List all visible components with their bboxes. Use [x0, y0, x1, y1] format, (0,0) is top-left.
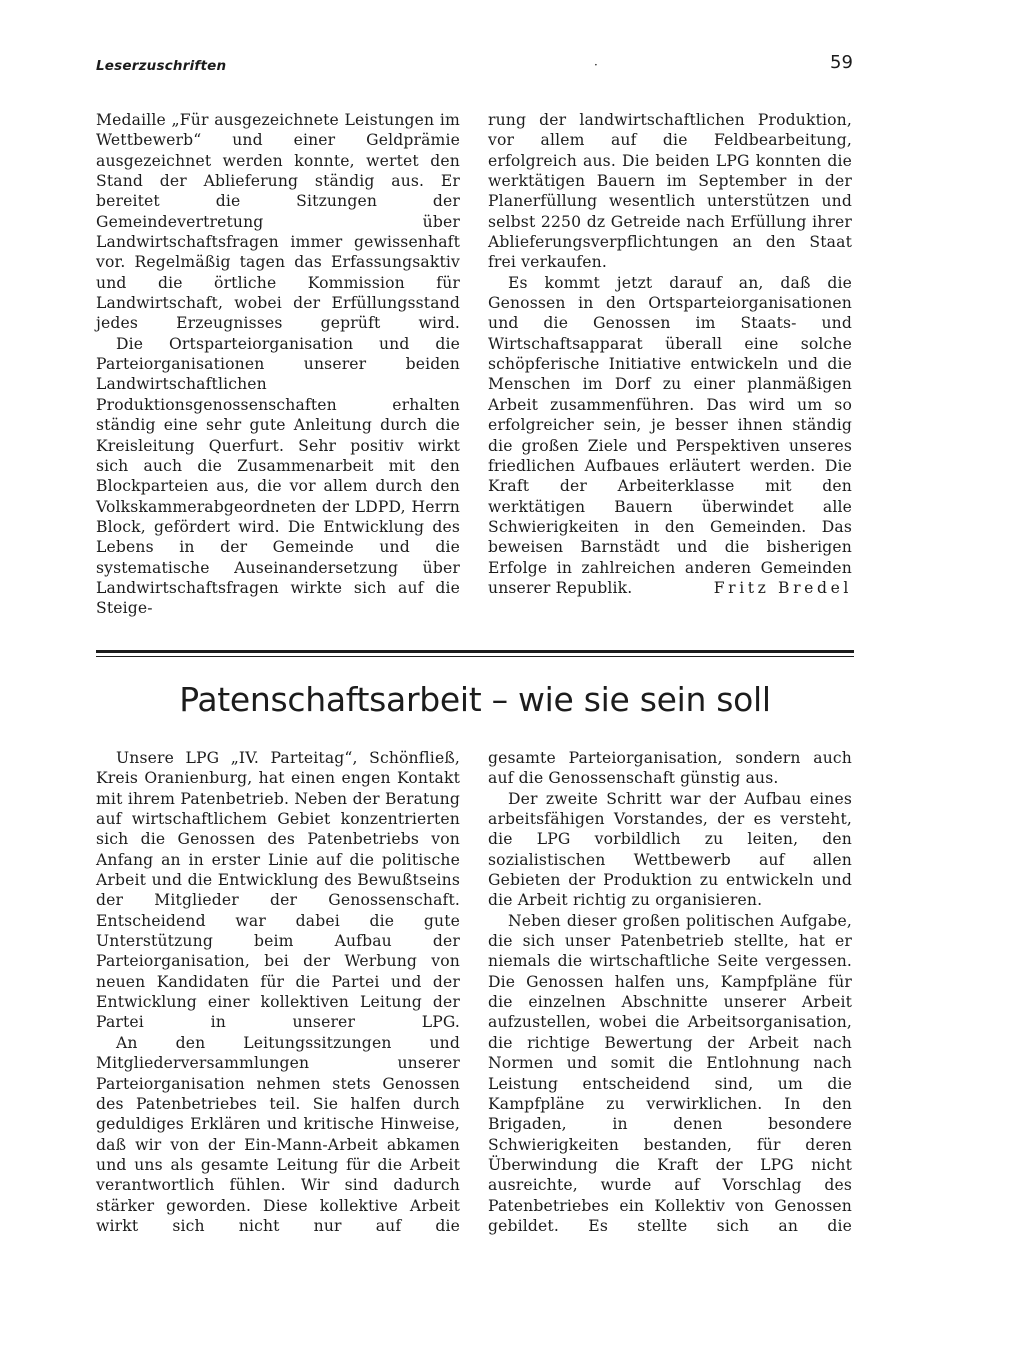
paragraph: Medaille „Für ausgezeichnete Leistungen im Wettbewerb“ und einer Geldprämie ausgezeichnet werden konnte, wertet den Stand der Ablieferung ständig aus. Er bereitet die Sitzungen der Gemeindevertretung über Landwirtschaftsfragen immer gewissenhaft vor. Regelmäßig tagen das Erfassungsaktiv und die örtliche Kommission für Landwirtschaft, wobei der Erfüllungsstand jedes Erzeugnisses geprüft wird. — [96, 111, 460, 333]
page-number: 59 — [830, 52, 853, 73]
paragraph: gesamte Parteiorganisation, sondern auch auf die Genossenschaft günstig aus. — [488, 749, 852, 788]
closing-line — [488, 578, 852, 598]
article-title: Patenschaftsarbeit – wie sie sein soll — [179, 680, 771, 719]
paragraph: Unsere LPG „IV. Parteitag“, Schönfließ, Kreis Oranienburg, hat einen engen Kontakt mit ihrem Patenbetrieb. Neben der Beratung auf wirtschaftlichem Gebiet konzentrierten sich die Genossen des Patenbetriebs von Anfang an in erster Linie auf die politische Arbeit und die Entwicklung des Bewußtseins der Mitglieder der Genossenschaft. Entscheidend war dabei die gute Unterstützung beim Aufbau der Parteiorganisation, bei der Werbung von neuen Kandidaten für die Partei und der Entwicklung einer kollektiven Leitung der Partei in unserer LPG. — [96, 749, 460, 1032]
closing-text: unserer Republik. — [488, 578, 633, 597]
paragraph: Es kommt jetzt darauf an, daß die Genossen in den Ortsparteiorganisationen und die Genossen im Staats- und Wirtschaftsapparat überall eine solche schöpferische Initiative entwickeln und die Menschen im Dorf zu einer planmäßigen Arbeit zusammenführen. Das wird um so erfolgreicher sein, je besser ihnen ständig die großen Ziele und Perspektiven unseres friedlichen Aufbaues erläutert werden. Die Kraft der Arbeiterklasse mit den werktätigen Bauern überwindet alle Schwierigkeiten in den Gemeinden. Das beweisen Barnstädt und die bisherigen Erfolge in zahlreichen anderen Gemeinden — [488, 273, 852, 577]
paragraph: rung der landwirtschaftlichen Produktion, vor allem auf die Feldbearbeitung, erfolgreich aus. Die beiden LPG konnten die werktätigen Bauern im September in der Planerfüllung wesentlich unterstützen und selbst 2250 dz Getreide nach Erfüllung ihrer Ablieferungsverpflichtungen an den Staat frei verkaufen. — [488, 111, 852, 272]
article2-column-1 — [96, 748, 460, 1236]
article2-column-2 — [488, 748, 852, 1236]
author-signature: Fritz Bredel — [713, 578, 852, 597]
section-divider — [96, 650, 854, 653]
article1-column-1 — [96, 110, 460, 619]
paragraph: Der zweite Schritt war der Aufbau eines arbeitsfähigen Vorstandes, der es versteht, die LPG vorbildlich zu leiten, den sozialistischen Wettbewerb auf allen Gebieten der Produktion zu entwickeln und die Arbeit richtig zu organisieren. — [488, 789, 852, 910]
paragraph: An den Leitungssitzungen und Mitgliederversammlungen unserer Parteiorganisation nehmen stets Genossen des Patenbetriebes teil. Sie halfen durch geduldiges Erklären und kritische Hinweise, daß wir von der Ein-Mann-Arbeit abkamen und uns als gesamte Leitung für die Arbeit verantwortlich fühlen. Wir sind dadurch stärker geworden. Diese kollektive Arbeit wirkt sich nicht nur auf die — [96, 1033, 460, 1235]
paragraph: Neben dieser großen politischen Aufgabe, die sich unser Patenbetrieb stellte, hat er niemals die wirtschaftliche Seite vergessen. Die Genossen halfen uns, Kampfpläne für die einzelnen Abschnitte unserer Arbeit aufzustellen, wobei die Arbeitsorganisation, die richtige Bewertung der Arbeit nach Normen und somit die Entlohnung nach Leistung entscheidend sind, um die Kampfpläne zu verwirklichen. In den Brigaden, in denen besondere Schwierigkeiten bestanden, für deren Überwindung die Kraft der LPG nicht ausreichte, wurde auf Vorschlag des Patenbetriebes ein Kollektiv von Genossen gebildet. Es stellte sich an die — [488, 911, 852, 1235]
section-divider-thin — [96, 656, 854, 657]
paragraph: Die Ortsparteiorganisation und die Parteiorganisationen unserer beiden Landwirtschaftlichen Produktionsgenossenschaften erhalten ständig eine sehr gute Anleitung durch die Kreisleitung Querfurt. Sehr positiv wirkt sich auch die Zusammenarbeit mit den Blockparteien aus, die vor allem durch den Volkskammerabgeordneten der LDPD, Herrn Block, gefördert wird. Die Entwicklung des Lebens in der Gemeinde und die systematische Auseinandersetzung über Landwirtschaftsfragen wirkte sich auf die Steige- — [96, 334, 460, 618]
running-head: Leserzuschriften — [96, 58, 227, 74]
article1-column-2 — [488, 110, 852, 598]
print-mark: · — [594, 58, 598, 72]
